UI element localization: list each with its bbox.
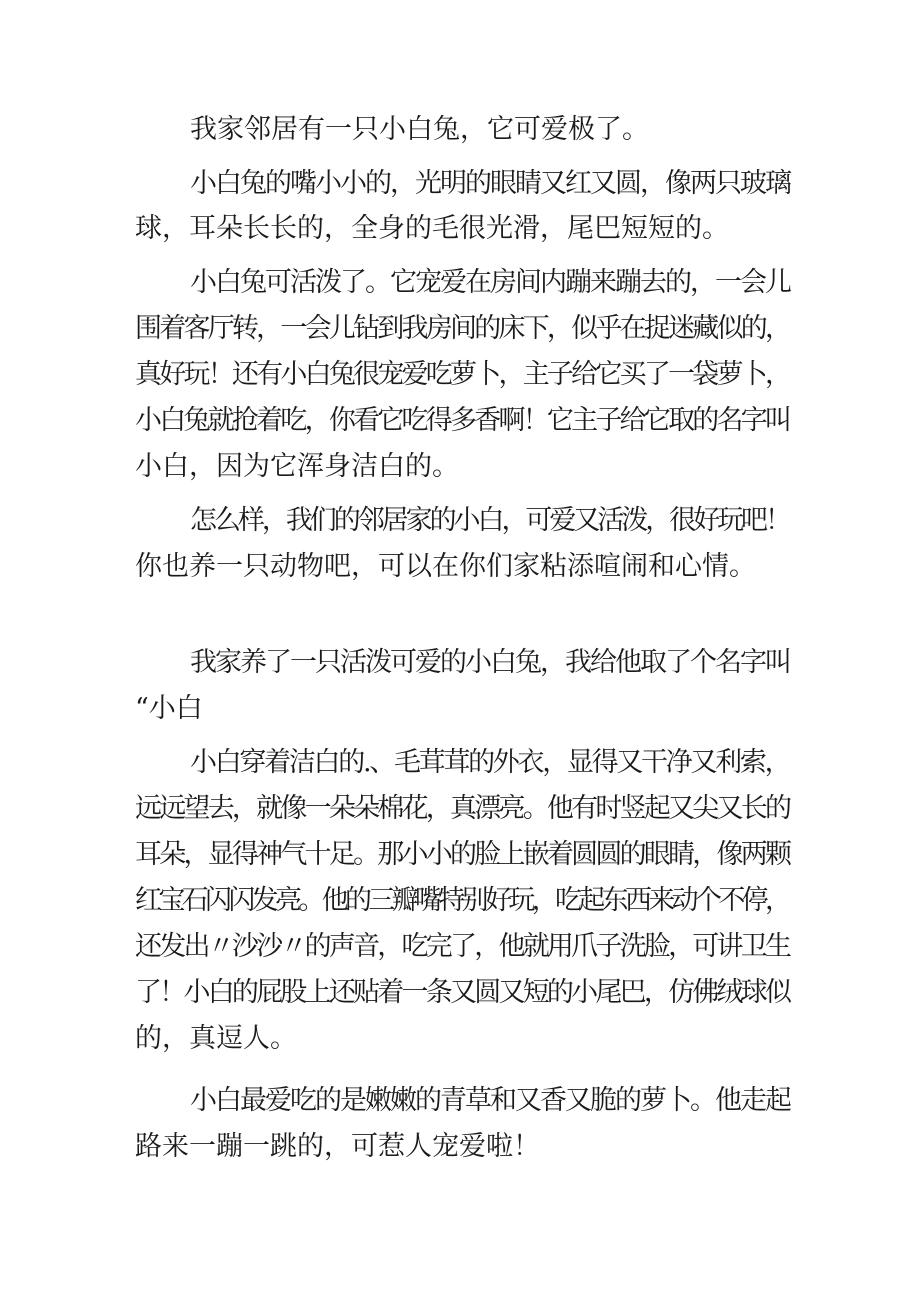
text-line: 小白，因为它浑身洁白的。 (135, 451, 459, 482)
text-line: 还发出〃沙沙〃的声音，吃完了，他就用爪子洗脸，可讲卫生 (135, 931, 790, 962)
text-line: 小白穿着洁白的.、毛茸茸的外衣，显得又干净又利索， (190, 747, 790, 778)
text-line: 你也养一只动物吧，可以在你们家粘添喧闹和心情。 (135, 551, 756, 582)
text-line: 球，耳朵长长的，全身的毛很光滑，尾巴短短的。 (135, 213, 729, 244)
text-line: 我家邻居有一只小白兔，它可爱极了。 (190, 114, 649, 145)
text-line: 怎么样，我们的邻居家的小白，可爱又活泼，很好玩吧！ (190, 505, 789, 536)
text-line: 小白最爱吃的是嫩嫩的青草和又香又脆的萝卜。他走起 (190, 1085, 790, 1116)
text-line: 了！小白的屁股上还贴着一条又圆又短的小尾巴，仿佛绒球似 (135, 977, 790, 1008)
text-line: 红宝石闪闪发亮。他的三瓣嘴特别好玩，吃起东西来动个不停， (135, 885, 789, 916)
text-line: “小白 (135, 693, 203, 724)
text-line: 的，真逗人。 (135, 1023, 297, 1054)
text-line: 耳朵，显得神气十足。那小小的脸上嵌着圆圆的眼睛，像两颗 (135, 839, 790, 870)
text-line: 我家养了一只活泼可爱的小白兔，我给他取了个名字叫 (190, 647, 790, 678)
text-line: 小白兔就抢着吃，你看它吃得多香啊！它主子给它取的名字叫 (135, 405, 790, 436)
text-line: 路来一蹦一跳的，可惹人宠爱啦！ (135, 1131, 540, 1162)
text-line: 小白兔可活泼了。它宠爱在房间内蹦来蹦去的，一会儿 (190, 267, 790, 298)
text-line: 小白兔的嘴小小的，光明的眼睛又红又圆，像两只玻璃 (190, 168, 790, 199)
text-line: 围着客厅转，一会儿钻到我房间的床下，似乎在捉迷藏似的， (135, 313, 790, 344)
text-line: 远远望去，就像一朵朵棉花，真漂亮。他有时竖起又尖又长的 (135, 793, 790, 824)
text-line: 真好玩！还有小白兔很宠爱吃萝卜，主子给它买了一袋萝卜， (135, 359, 790, 390)
